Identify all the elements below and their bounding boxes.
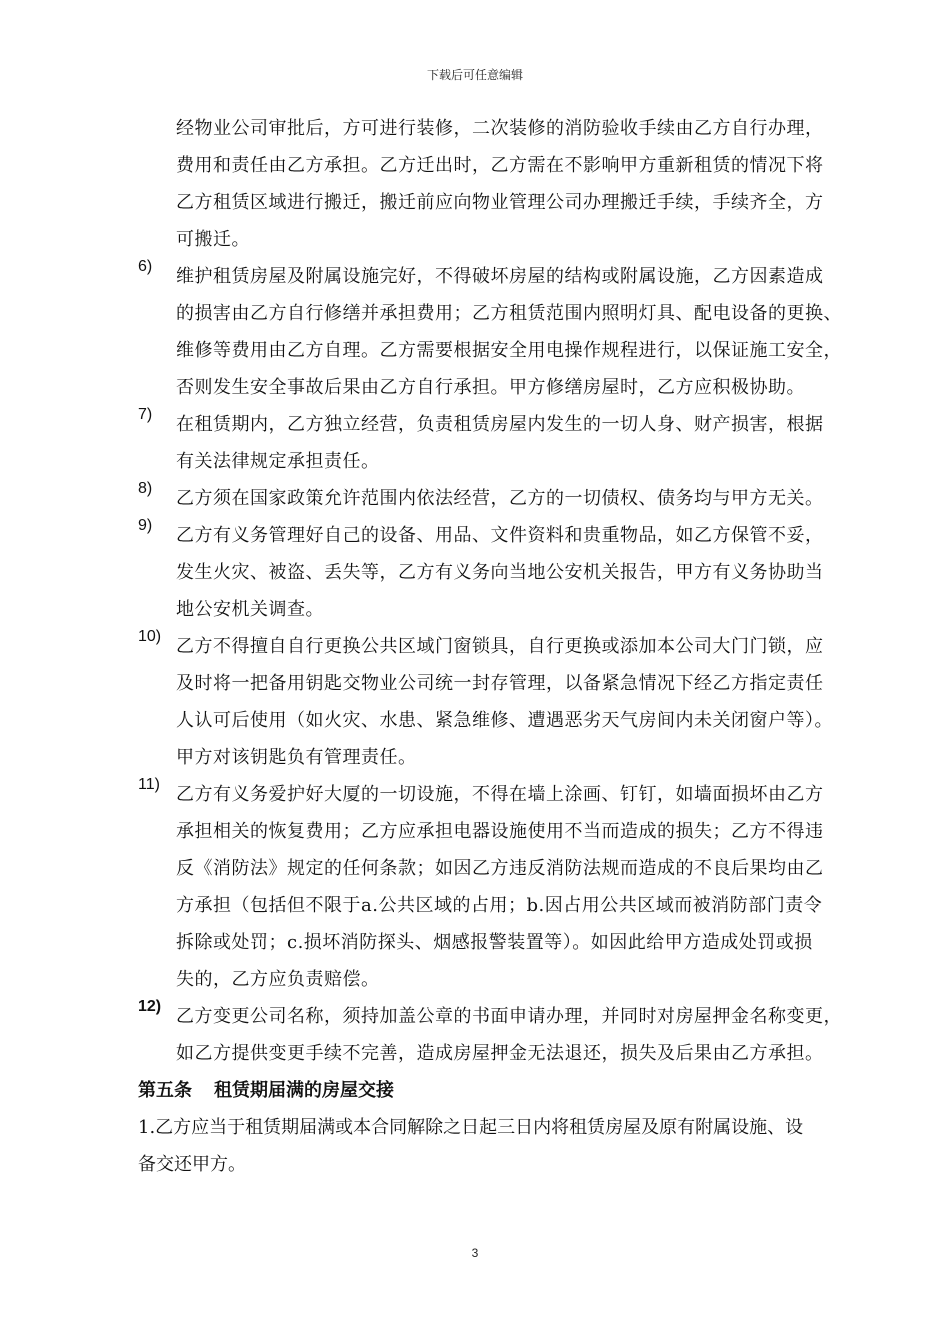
text-line: 人认可后使用（如火灾、水患、紧急维修、遭遇恶劣天气房间内未关闭窗户等）。	[176, 710, 833, 731]
text-line: 的损害由乙方自行修缮并承担费用；乙方租赁范围内照明灯具、配电设备的更换、	[176, 303, 842, 324]
text-line: 维护租赁房屋及附属设施完好，不得破坏房屋的结构或附属设施，乙方因素造成	[176, 266, 824, 287]
text-line: 经物业公司审批后，方可进行装修，二次装修的消防验收手续由乙方自行办理，	[176, 118, 824, 139]
text-line: 乙方不得擅自自行更换公共区域门窗锁具，自行更换或添加本公司大门门锁，应	[176, 636, 824, 657]
list-item-7	[138, 406, 858, 480]
list-item-12	[138, 998, 858, 1072]
text-line: 可搬迁。	[176, 229, 250, 250]
list-item-number: 9)	[138, 517, 153, 534]
list-item-9	[138, 517, 858, 628]
text-line: 维修等费用由乙方自理。乙方需要根据安全用电操作规程进行，以保证施工安全，	[176, 340, 842, 361]
text-line: 如乙方提供变更手续不完善，造成房屋押金无法退还，损失及后果由乙方承担。	[176, 1043, 824, 1064]
list-item-number: 11)	[138, 776, 160, 793]
text-line: 在租赁期内，乙方独立经营，负责租赁房屋内发生的一切人身、财产损害，根据	[176, 414, 824, 435]
section-number: 第五条	[138, 1080, 192, 1101]
text-line: 方承担（包括但不限于a.公共区域的占用；b.因占用公共区域而被消防部门责令	[176, 895, 823, 916]
text-line: 1.乙方应当于租赁期届满或本合同解除之日起三日内将租赁房屋及原有附属设施、设	[138, 1117, 804, 1138]
text-line: 拆除或处罚；c.损坏消防探头、烟感报警装置等）。如因此给甲方造成处罚或损	[176, 932, 813, 953]
list-item-6	[138, 258, 858, 406]
text-line: 及时将一把备用钥匙交物业公司统一封存管理，以备紧急情况下经乙方指定责任	[176, 673, 824, 694]
text-line: 乙方有义务爱护好大厦的一切设施，不得在墙上涂画、钉钉，如墙面损坏由乙方	[176, 784, 824, 805]
text-line: 乙方租赁区域进行搬迁，搬迁前应向物业管理公司办理搬迁手续，手续齐全，方	[176, 192, 824, 213]
list-item-number: 10)	[138, 628, 162, 645]
continuation-paragraph	[138, 110, 858, 258]
text-line: 发生火灾、被盗、丢失等，乙方有义务向当地公安机关报告，甲方有义务协助当	[176, 562, 824, 583]
text-line: 甲方对该钥匙负有管理责任。	[176, 747, 417, 768]
text-line: 乙方须在国家政策允许范围内依法经营，乙方的一切债权、债务均与甲方无关。	[176, 488, 824, 509]
text-line: 承担相关的恢复费用；乙方应承担电器设施使用不当而造成的损失；乙方不得违	[176, 821, 824, 842]
document-body	[138, 110, 858, 1183]
text-line: 乙方有义务管理好自己的设备、用品、文件资料和贵重物品，如乙方保管不妥，	[176, 525, 824, 546]
text-line: 有关法律规定承担责任。	[176, 451, 380, 472]
list-item-8	[138, 480, 858, 517]
text-line: 反《消防法》规定的任何条款；如因乙方违反消防法规而造成的不良后果均由乙	[176, 858, 824, 879]
list-item-number: 7)	[138, 406, 153, 423]
text-line: 否则发生安全事故后果由乙方自行承担。甲方修缮房屋时，乙方应积极协助。	[176, 377, 805, 398]
list-item-number: 12)	[138, 998, 162, 1015]
list-item-11	[138, 776, 858, 998]
text-line: 备交还甲方。	[138, 1154, 246, 1175]
text-line: 地公安机关调查。	[176, 599, 324, 620]
text-line: 费用和责任由乙方承担。乙方迁出时，乙方需在不影响甲方重新租赁的情况下将	[176, 155, 824, 176]
page-header: 下载后可任意编辑	[426, 68, 523, 82]
text-line: 乙方变更公司名称，须持加盖公章的书面申请办理，并同时对房屋押金名称变更，	[176, 1006, 842, 1027]
section-title: 租赁期届满的房屋交接	[214, 1080, 394, 1101]
list-item-number: 6)	[138, 258, 153, 275]
clause-paragraph	[138, 1109, 858, 1183]
section-heading	[138, 1072, 858, 1109]
list-item-number: 8)	[138, 480, 153, 497]
text-line: 失的，乙方应负责赔偿。	[176, 969, 380, 990]
list-item-10	[138, 628, 858, 776]
page-number: 3	[471, 1246, 479, 1260]
